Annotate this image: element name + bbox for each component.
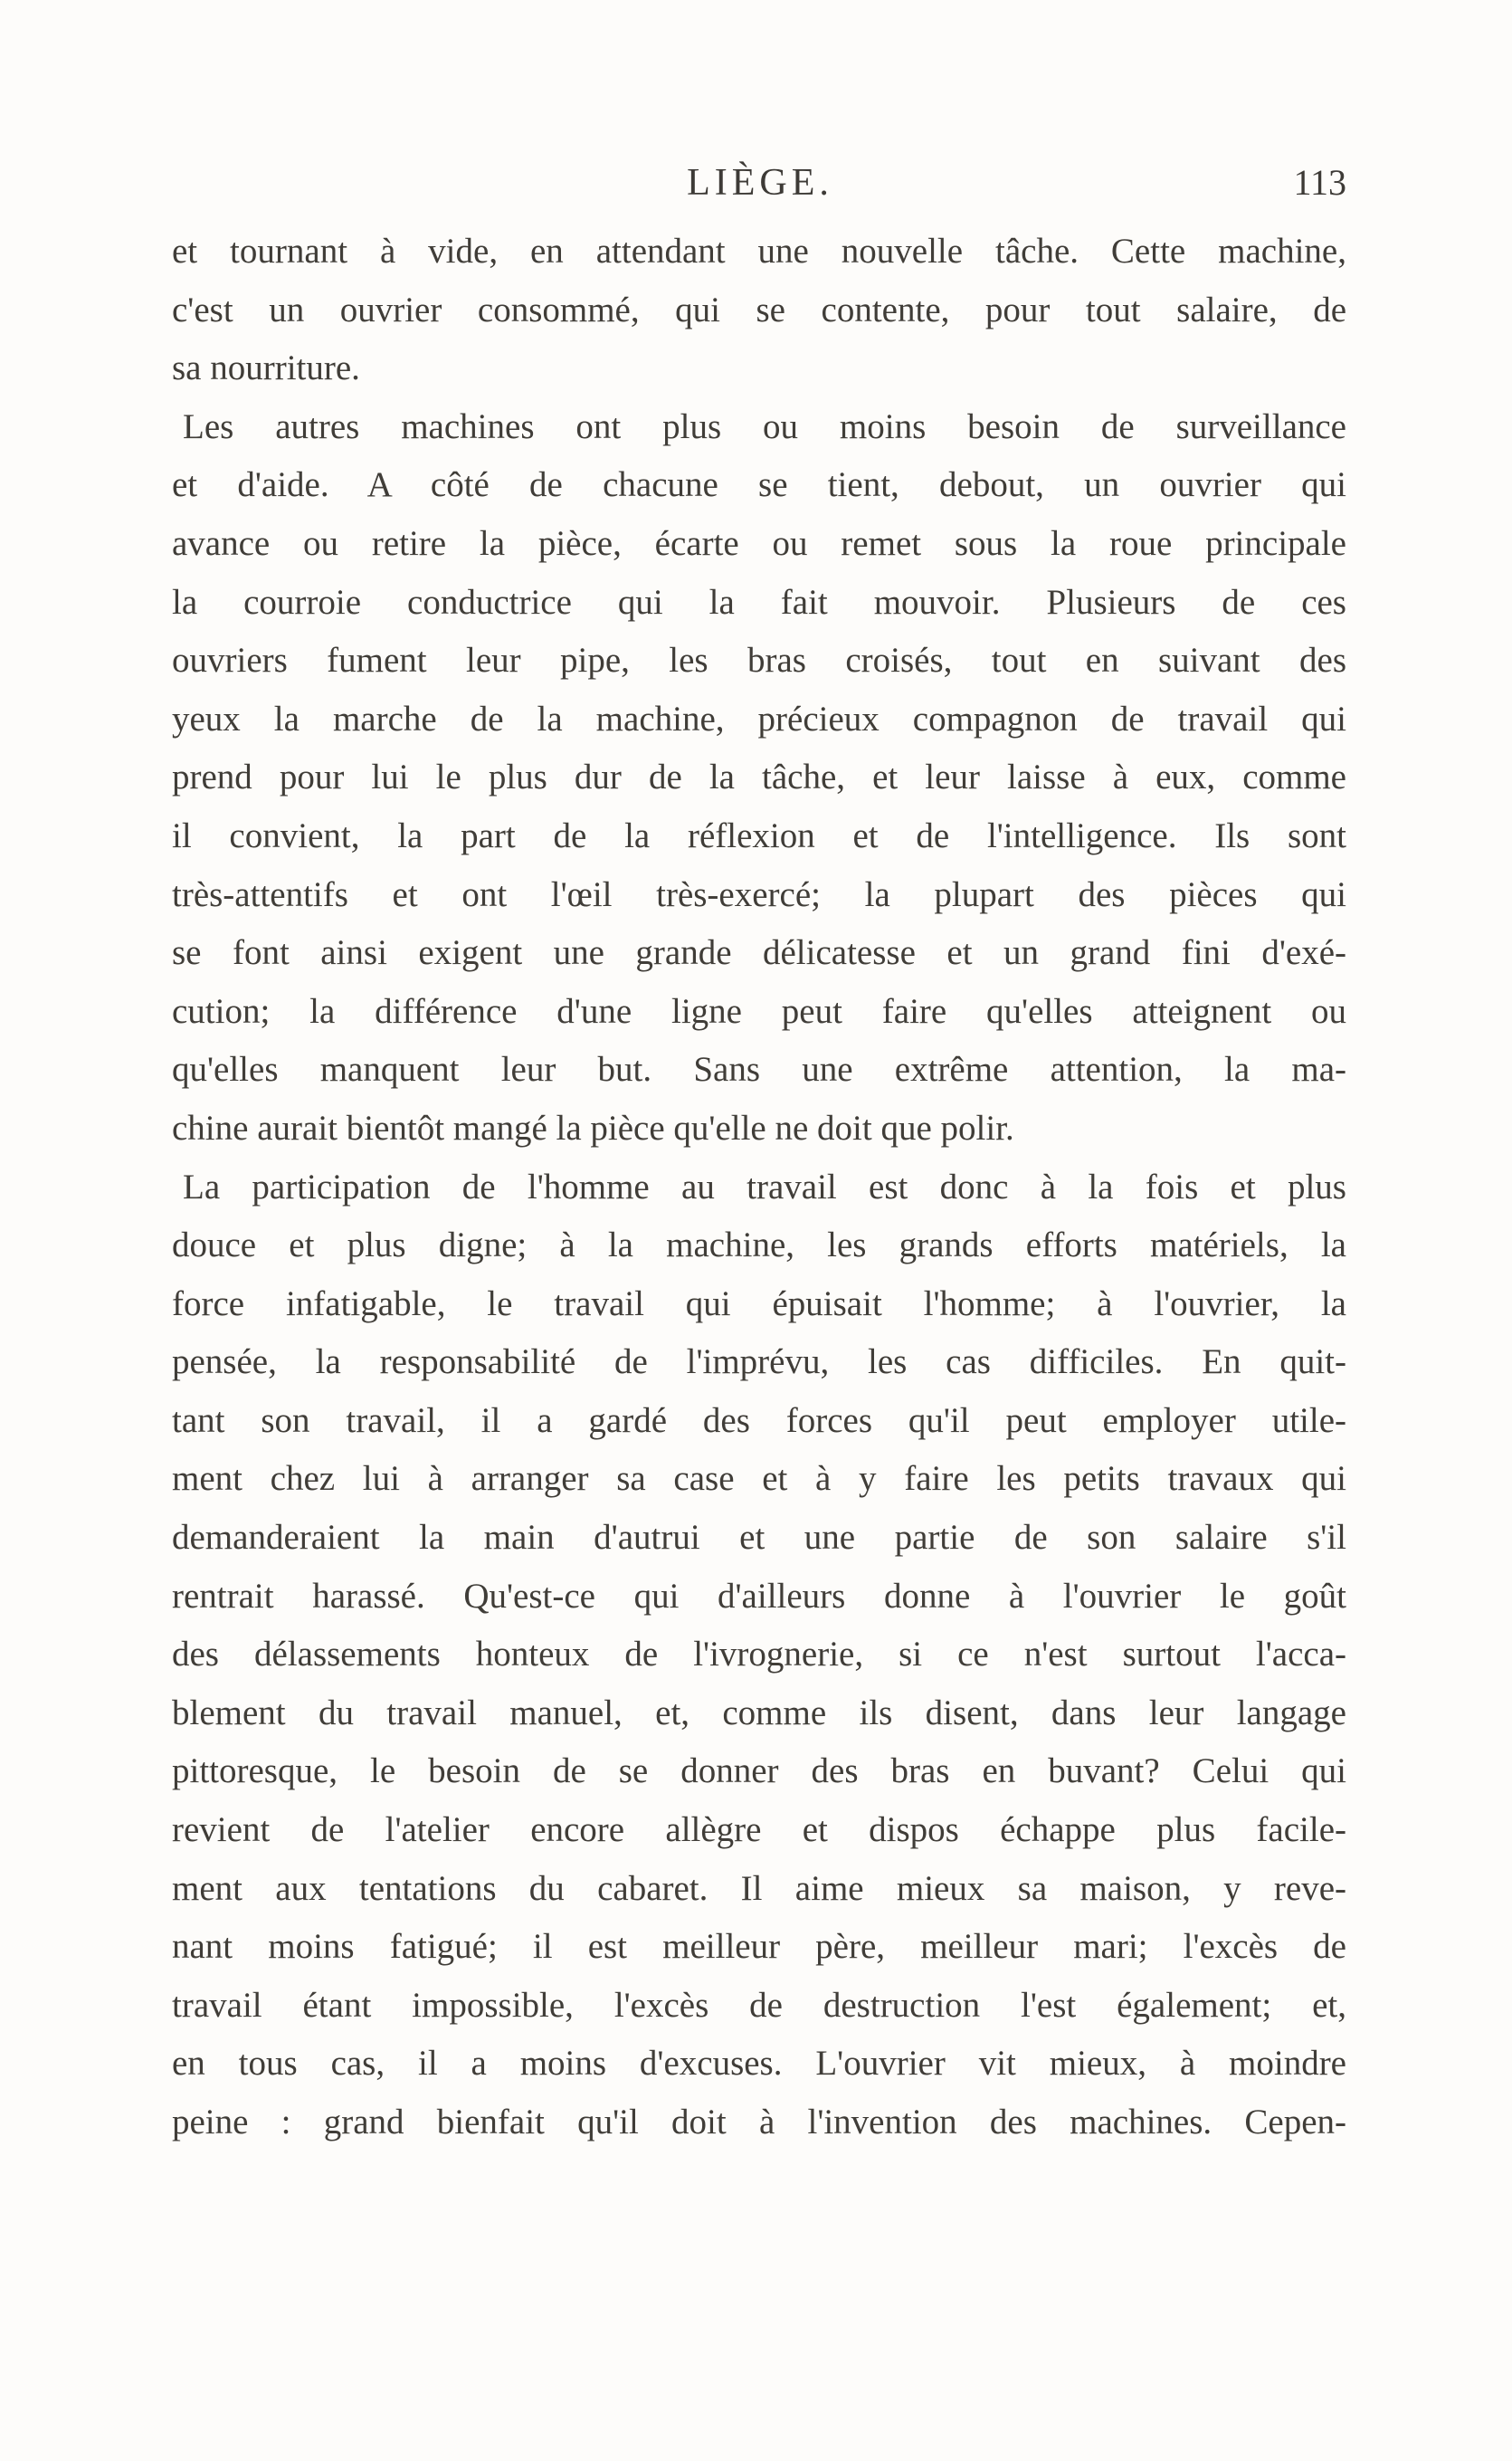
text-line: cution; la différence d'une ligne peut faire qu'elles atteignent ou [172,991,1346,1031]
text-line: des délassements honteux de l'ivrognerie, si ce n'est surtout l'acca- [172,1635,1346,1674]
text-line: chine aurait bientôt mangé la pièce qu'elle ne doit que polir. [172,1108,1014,1148]
body-text [172,223,1346,2152]
text-line: yeux la marche de la machine, précieux compagnon de travail qui [172,699,1346,739]
text-line: prend pour lui le plus dur de la tâche, et leur laisse à eux, comme [172,758,1346,797]
text-line: en tous cas, il a moins d'excuses. L'ouvrier vit mieux, à moindre [172,2044,1346,2084]
text-line: travail étant impossible, l'excès de destruction l'est également; et, [172,1985,1346,2025]
text-line: Les autres machines ont plus ou moins besoin de surveillance [183,406,1346,446]
text-line: force infatigable, le travail qui épuisait l'homme; à l'ouvrier, la [172,1283,1346,1323]
text-line: douce et plus digne; à la machine, les grands efforts matériels, la [172,1226,1346,1265]
text-line: et tournant à vide, en attendant une nouvelle tâche. Cette machine, [172,232,1346,271]
text-line: pensée, la responsabilité de l'imprévu, les cas difficiles. En quit- [172,1342,1346,1382]
text-line: nant moins fatigué; il est meilleur père, meilleur mari; l'excès de [172,1927,1346,1967]
page-number: 113 [1293,162,1346,203]
text-line: avance ou retire la pièce, écarte ou remet sous la roue principale [172,523,1346,563]
text-line: se font ainsi exigent une grande délicatesse et un grand fini d'exé- [172,933,1346,973]
text-line: blement du travail manuel, et, comme ils disent, dans leur langage [172,1693,1346,1732]
text-line: revient de l'atelier encore allègre et dispos échappe plus facile- [172,1810,1346,1850]
text-line: demanderaient la main d'autrui et une partie de son salaire s'il [172,1518,1346,1558]
text-line: qu'elles manquent leur but. Sans une extrême attention, la ma- [172,1050,1346,1090]
text-line: et d'aide. A côté de chacune se tient, debout, un ouvrier qui [172,465,1346,505]
text-line: très-attentifs et ont l'œil très-exercé; la plupart des pièces qui [172,874,1346,914]
text-line: tant son travail, il a gardé des forces qu'il peut employer utile- [172,1400,1346,1440]
text-line: rentrait harassé. Qu'est-ce qui d'ailleurs donne à l'ouvrier le goût [172,1576,1346,1616]
text-line: ment aux tentations du cabaret. Il aime mieux sa maison, y reve- [172,1868,1346,1908]
text-line: la courroie conductrice qui la fait mouvoir. Plusieurs de ces [172,582,1346,622]
text-line: ouvriers fument leur pipe, les bras croisés, tout en suivant des [172,641,1346,681]
text-line: La participation de l'homme au travail est donc à la fois et plus [183,1167,1346,1207]
text-line: pittoresque, le besoin de se donner des bras en buvant? Celui qui [172,1751,1346,1791]
text-line: peine : grand bienfait qu'il doit à l'invention des machines. Cepen- [172,2103,1346,2141]
text-line: il convient, la part de la réflexion et de l'intelligence. Ils sont [172,816,1346,855]
text-line: c'est un ouvrier consommé, qui se contente, pour tout salaire, de [172,290,1346,329]
running-title: LIÈGE. [687,162,833,204]
text-line: ment chez lui à arranger sa case et à y faire les petits travaux qui [172,1459,1346,1499]
running-head [174,161,1346,215]
text-line: sa nourriture. [172,348,360,388]
